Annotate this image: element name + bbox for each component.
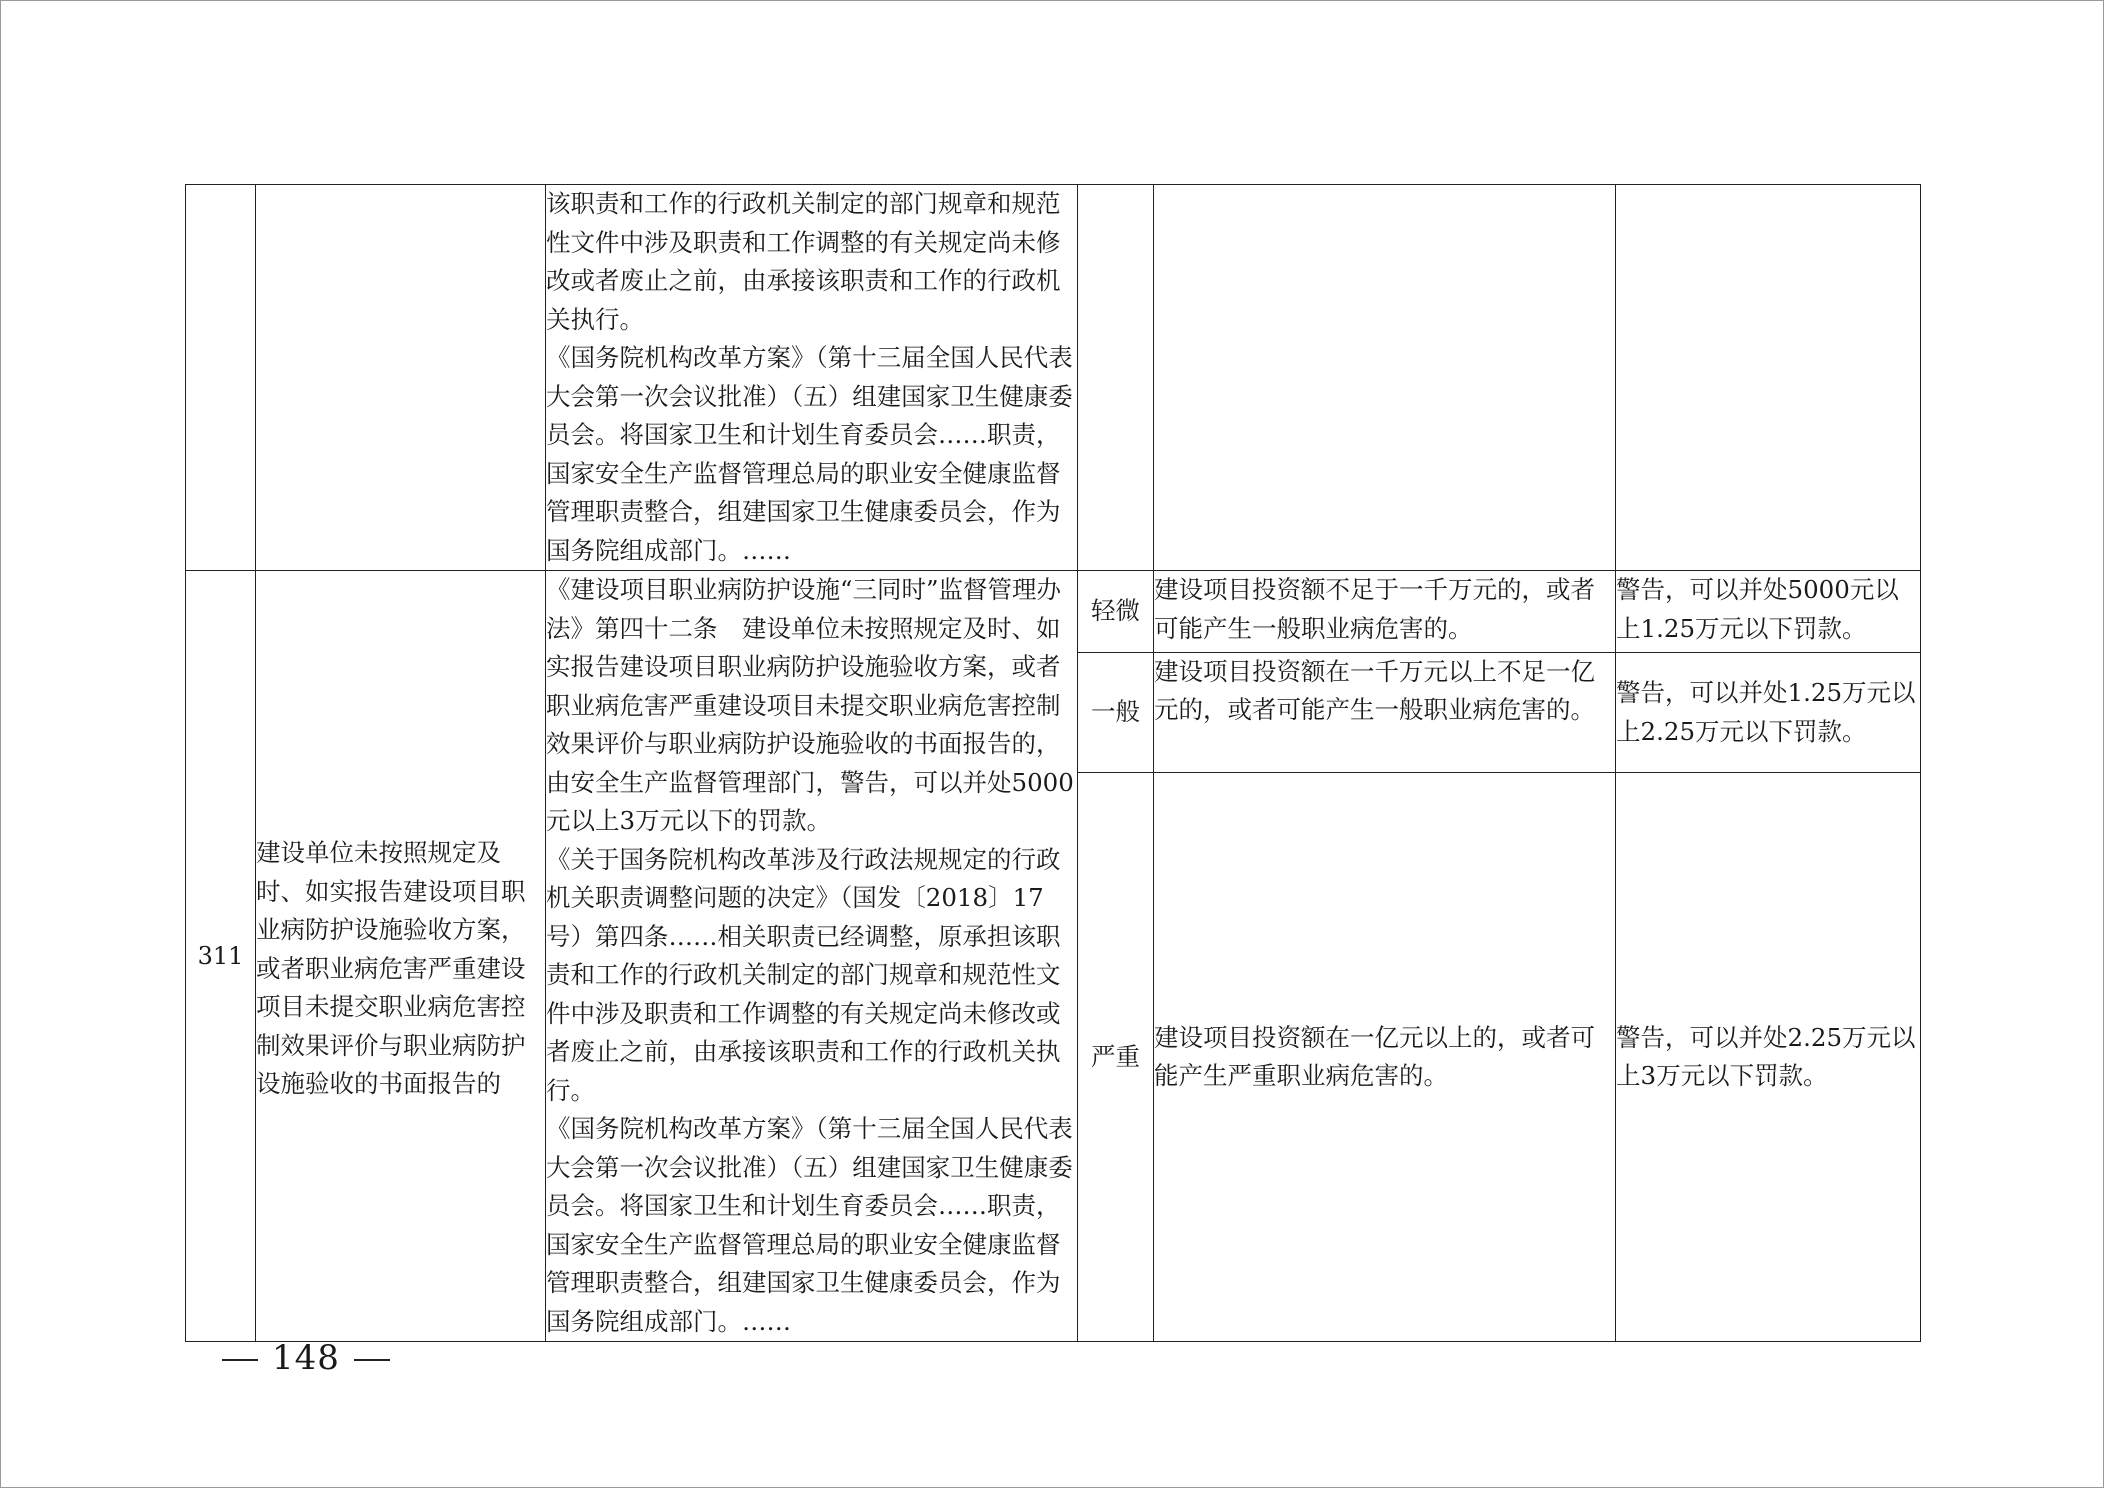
- basis-cell: [546, 571, 1078, 1342]
- page-footer: [208, 1338, 404, 1378]
- severity-cell-empty: [1078, 185, 1154, 571]
- penalty-text: 警告，可以并处2.25万元以上3万元以下罚款。: [1616, 773, 1921, 1342]
- circumstance-text: 建设项目投资额在一亿元以上的，或者可能产生严重职业病危害的。: [1154, 773, 1616, 1342]
- footer-dash-right: [354, 1359, 390, 1361]
- basis-paragraph: 该职责和工作的行政机关制定的部门规章和规范性文件中涉及职责和工作调整的有关规定尚未修改或者废止之前，由承接该职责和工作的行政机关执行。: [546, 189, 1061, 334]
- penalty-table: [185, 184, 1921, 1342]
- footer-dash-left: [222, 1359, 258, 1361]
- basis-paragraph: 《国务院机构改革方案》（第十三届全国人民代表大会第一次会议批准）（五）组建国家卫生健康委员会。将国家卫生和计划生育委员会……职责，国家安全生产监督管理总局的职业安全健康监督管理职责整合，组建国家卫生健康委员会，作为国务院组成部门。……: [546, 343, 1073, 565]
- penalty-cell-empty: [1616, 185, 1921, 571]
- penalty-text: 警告，可以并处5000元以上1.25万元以下罚款。: [1616, 571, 1921, 653]
- violation-description: 建设单位未按照规定及时、如实报告建设项目职业病防护设施验收方案，或者职业病危害严重建设项目未提交职业病危害控制效果评价与职业病防护设施验收的书面报告的: [256, 571, 546, 1342]
- number-cell-empty: [186, 185, 256, 571]
- basis-cell: [546, 185, 1078, 571]
- basis-paragraph: 《关于国务院机构改革涉及行政法规规定的行政机关职责调整问题的决定》（国发〔2018〕17号）第四条……相关职责已经调整，原承担该职责和工作的行政机关制定的部门规章和规范性文件中涉及职责和工作调整的有关规定尚未修改或者废止之前，由承接该职责和工作的行政机关执行。: [546, 844, 1061, 1105]
- continuation-row: [186, 185, 1921, 571]
- basis-paragraph: 《建设项目职业病防护设施“三同时”监督管理办法》第四十二条 建设单位未按照规定及时、如实报告建设项目职业病防护设施验收方案，或者职业病危害严重建设项目未提交职业病危害控制效果评价与职业病防护设施验收的书面报告的，由安全生产监督管理部门，警告，可以并处5000元以上3万元以下的罚款。: [546, 575, 1074, 835]
- circumstance-text: 建设项目投资额在一千万元以上不足一亿元的，或者可能产生一般职业病危害的。: [1154, 652, 1616, 773]
- severity-label: 严重: [1078, 773, 1154, 1342]
- severity-label: 一般: [1078, 652, 1154, 773]
- circumstance-text: 建设项目投资额不足于一千万元的，或者可能产生一般职业病危害的。: [1154, 571, 1616, 653]
- item-row-311-level-1: [186, 571, 1921, 653]
- page-number: 148: [272, 1338, 340, 1378]
- penalty-text: 警告，可以并处1.25万元以上2.25万元以下罚款。: [1616, 652, 1921, 773]
- violation-cell-empty: [256, 185, 546, 571]
- circumstance-cell-empty: [1154, 185, 1616, 571]
- severity-label: 轻微: [1078, 571, 1154, 653]
- item-number: 311: [186, 571, 256, 1342]
- basis-paragraph: 《国务院机构改革方案》（第十三届全国人民代表大会第一次会议批准）（五）组建国家卫生健康委员会。将国家卫生和计划生育委员会……职责，国家安全生产监督管理总局的职业安全健康监督管理职责整合，组建国家卫生健康委员会，作为国务院组成部门。……: [546, 1114, 1073, 1336]
